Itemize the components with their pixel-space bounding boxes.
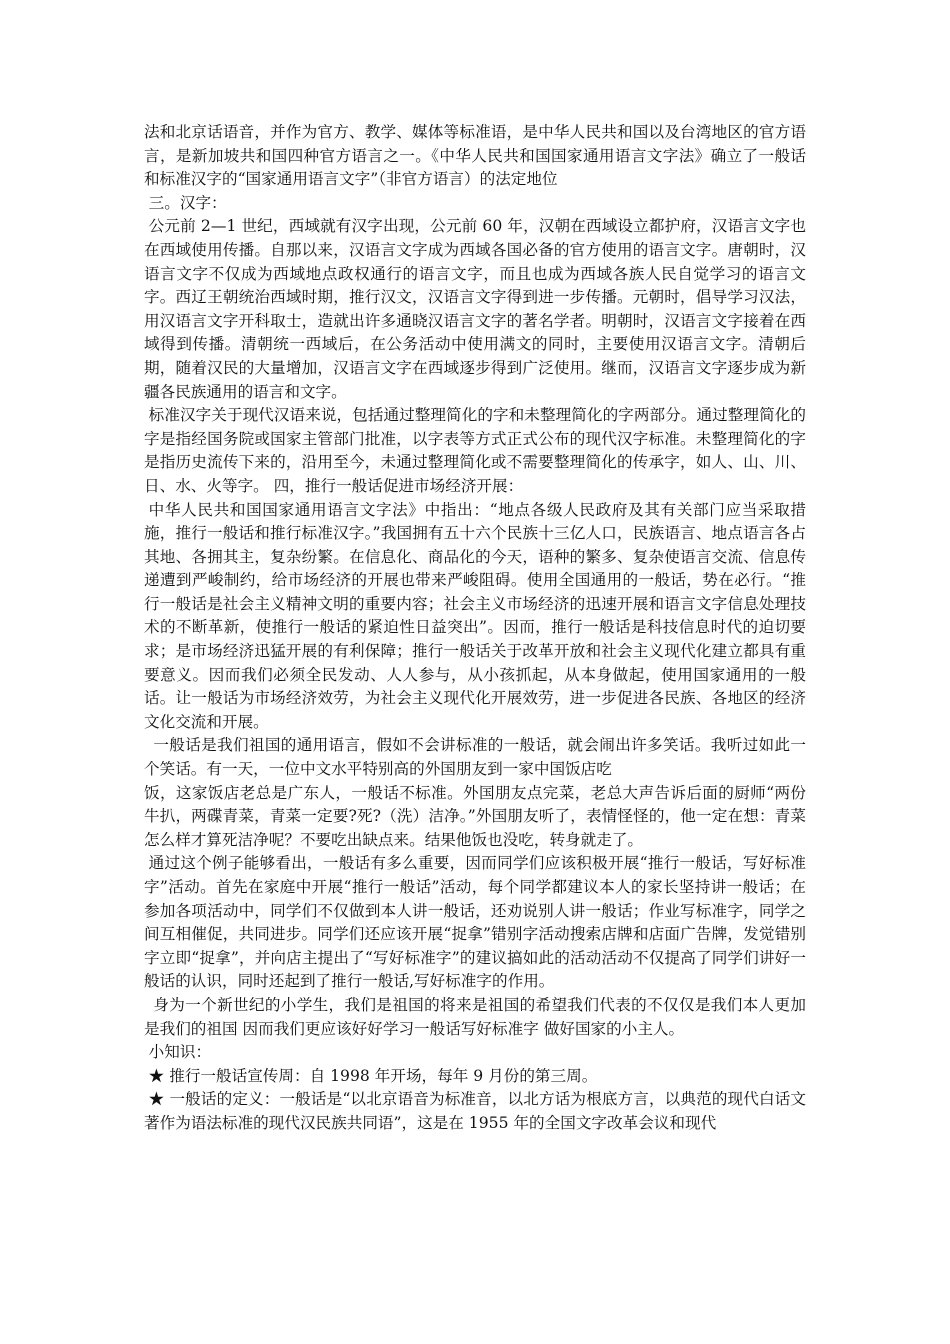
paragraph-market-economy: 中华人民共和国国家通用语言文字法》中指出：“地点各级人民政府及其有关部门应当采取措施，推行一般话和推行标准汉字。”我国拥有五十六个民族十三亿人口，民族语言、地点语言各占其地、各拥其主，复杂纷繁。在信息化、商品化的今天，语种的繁多、复杂使语言交流、信息传递遭到严峻制约，给市场经济的开展也带来严峻阻碍。使用全国通用的一般话，势在必行。“推行一般话是社会主义精神文明的重要内容；社会主义市场经济的迅速开展和语言文字信息处理技术的不断革新，使推行一般话的紧迫性日益突出”。因而，推行一般话是科技信息时代的迫切要求；是市场经济迅猛开展的有利保障；推行一般话关于改革开放和社会主义现代化建立都具有重要意义。因而我们必须全民发动、人人参与，从小孩抓起，从本身做起，使用国家通用的一般话。让一般话为市场经济效劳，为社会主义现代化开展效劳，进一步促进各民族、各地区的经济文化交流和开展。 (144, 500, 806, 731)
paragraph-official-language: 法和北京话语音，并作为官方、教学、媒体等标准语，是中华人民共和国以及台湾地区的官方语言，是新加坡共和国四种官方语言之一。《中华人民共和国国家通用语言文字法》确立了一般话和标准汉字的“国家通用语言文字”（非官方语言）的法定地位 (144, 123, 806, 189)
tip-promotion-week: ★ 推行一般话宣传周：自 1998 年开场，每年 9 月份的第三周。 (148, 1066, 598, 1085)
paragraph-activities: 通过这个例子能够看出，一般话有多么重要，因而同学们应该积极开展“推行一般话，写好标准字”活动。首先在家庭中开展“推行一般话”活动，每个同学都建议本人的家长坚持讲一般话；在参加各项活动中，同学们不仅做到本人讲一般话，还劝说别人讲一般话；作业写标准字，同学之间互相催促，共同进步。同学们还应该开展“捉拿”错别字活动搜索店牌和店面广告牌，发觉错别字立即“捉拿”，并向店主提出了“写好标准字”的建议搞如此的活动活动不仅提高了同学们讲好一般话的认识，同时还起到了推行一般话,写好标准字的作用。 (144, 854, 806, 991)
paragraph-student-duty: 身为一个新世纪的小学生，我们是祖国的将来是祖国的希望我们代表的不仅仅是我们本人更加是我们的祖国 因而我们更应该好好学习一般话写好标准字 做好国家的小主人。 (144, 995, 806, 1038)
section-heading-chinese-characters: 三。汉字： (148, 193, 227, 212)
section-heading-tips: 小知识： (148, 1043, 212, 1062)
paragraph-western-regions-history: 公元前 2—1 世纪，西域就有汉字出现，公元前 60 年，汉朝在西域设立都护府，汉语言文字也在西域使用传播。自那以来，汉语言文字成为西域各国必备的官方使用的语言文字。唐朝时，汉语言文字不仅成为西域地点政权通行的语言文字，而且也成为西域各族人民自觉学习的语言文字。西辽王朝统治西域时期，推行汉文，汉语言文字得到进一步传播。元朝时，倡导学习汉法，用汉语言文字开科取士，造就出许多通晓汉语言文字的著名学者。明朝时，汉语言文字接着在西域得到传播。清朝统一西域后，在公务活动中使用满文的同时，主要使用汉语言文字。清朝后期，随着汉民的大量增加，汉语言文字在西域逐步得到广泛使用。继而，汉语言文字逐步成为新疆各民族通用的语言和文字。 (144, 217, 806, 401)
paragraph-standard-characters: 标准汉字关于现代汉语来说，包括通过整理简化的字和未整理简化的字两部分。通过整理简化的字是指经国务院或国家主管部门批准，以字表等方式正式公布的现代汉字标准。未整理简化的字是指历史流传下来的，沿用至今，未通过整理简化或不需要整理简化的传承字，如人、山、川、日、水、火等字。 四，推行一般话促进市场经济开展： (144, 406, 806, 495)
paragraph-joke-story: 饭，这家饭店老总是广东人，一般话不标准。外国朋友点完菜，老总大声告诉后面的厨师“两份牛扒，两碟青菜，青菜一定要?死?（洗）洁净。”外国朋友听了，表情怪怪的，他一定在想：青菜怎么样才算死洁净呢？不要吃出缺点来。结果他饭也没吃，转身就走了。 (144, 783, 806, 849)
document-page (144, 121, 806, 1136)
paragraph-joke-intro: 一般话是我们祖国的通用语言，假如不会讲标准的一般话，就会闹出许多笑话。我听过如此一个笑话。有一天，一位中文水平特别高的外国朋友到一家中国饭店吃 (144, 736, 806, 779)
tip-definition: ★ 一般话的定义：一般话是“以北京语音为标准音，以北方话为根底方言，以典范的现代白话文著作为语法标准的现代汉民族共同语”，这是在 1955 年的全国文字改革会议和现代 (144, 1090, 806, 1132)
